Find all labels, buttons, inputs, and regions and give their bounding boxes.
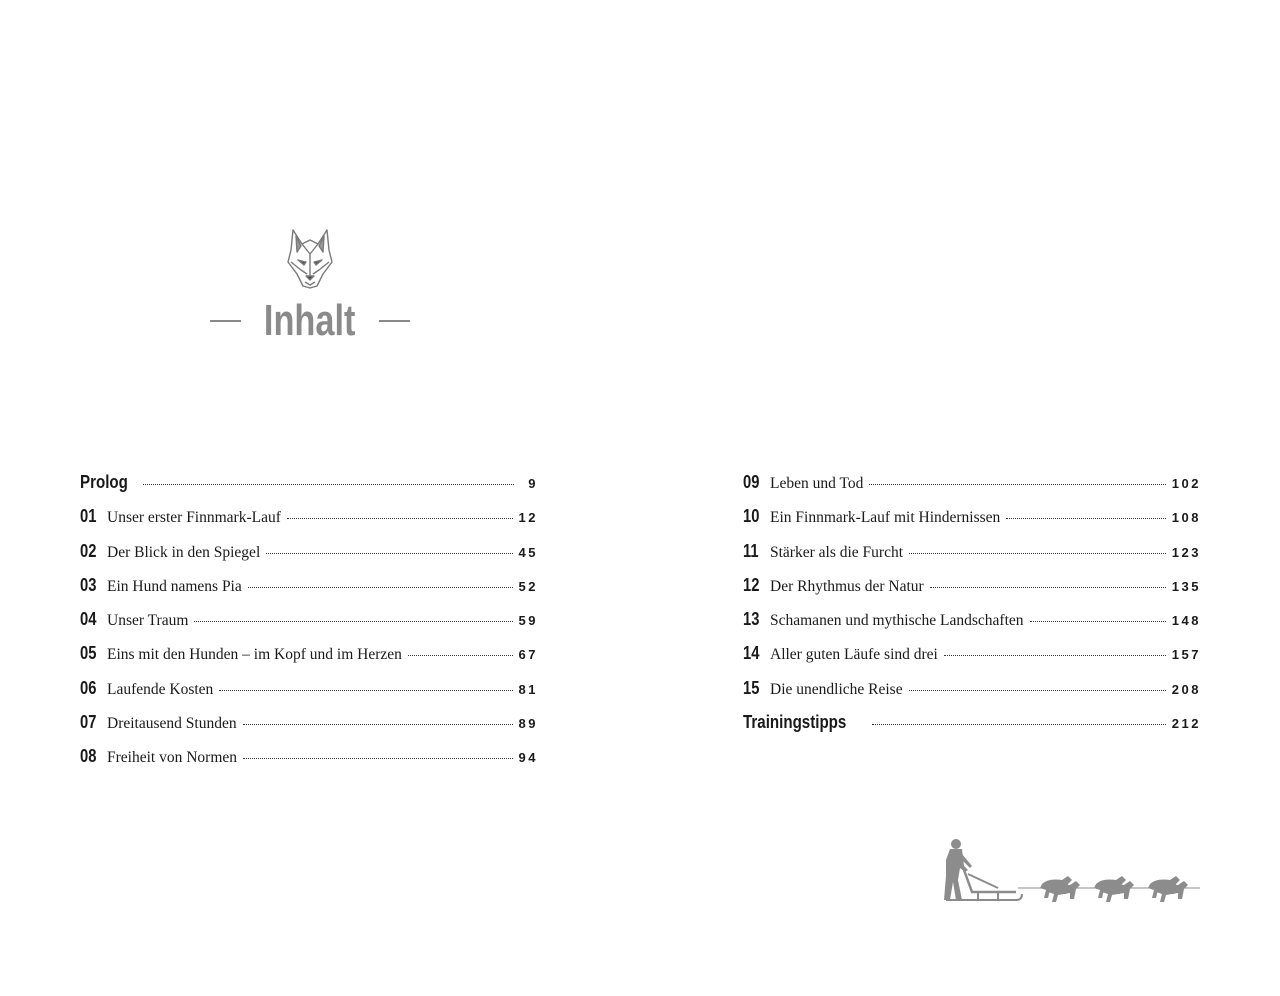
dog-sled-icon (938, 836, 1202, 906)
page-number: 52 (518, 578, 538, 594)
dot-leader (243, 758, 513, 759)
chapter-title: Freiheit von Normen (107, 749, 238, 767)
toc-column-right (743, 472, 1201, 746)
chapter-number: 10 (743, 506, 760, 527)
toc-entry (80, 541, 538, 575)
chapter-title: Ein Hund namens Pia (107, 577, 242, 595)
toc-column-left (80, 472, 538, 781)
chapter-title: Aller guten Läufe sind drei (770, 646, 938, 664)
toc-entry (743, 575, 1201, 609)
title-dash-right (379, 320, 410, 322)
chapter-title: Eins mit den Hunden – im Kopf und im Herzen (107, 646, 402, 664)
page-number: 212 (1171, 716, 1201, 732)
toc-entry (80, 575, 538, 609)
toc-entry (743, 541, 1201, 575)
dot-leader (287, 518, 513, 519)
page-number: 123 (1171, 544, 1201, 560)
dot-leader (243, 724, 513, 725)
toc-header (210, 228, 410, 346)
chapter-number: 03 (80, 574, 97, 595)
toc-entry (743, 678, 1201, 712)
chapter-title: Stärker als die Furcht (770, 543, 904, 561)
chapter-title: Die unendliche Reise (770, 680, 903, 698)
chapter-number: 08 (80, 746, 97, 767)
dot-leader (909, 553, 1166, 554)
dot-leader (248, 587, 513, 588)
page-number: 102 (1171, 476, 1201, 491)
page-number: 94 (518, 750, 538, 766)
chapter-number: 09 (743, 472, 760, 492)
chapter-number: 05 (80, 643, 97, 664)
chapter-number: 14 (743, 643, 760, 664)
page-number: 45 (518, 544, 538, 560)
dot-leader (143, 484, 514, 485)
dot-leader (944, 655, 1166, 656)
page-number: 67 (518, 647, 538, 663)
page-number: 12 (518, 510, 538, 526)
chapter-number: 06 (80, 677, 97, 698)
page-title: Inhalt (264, 296, 356, 345)
page-number: 108 (1171, 510, 1201, 526)
page-number: 208 (1171, 681, 1201, 697)
chapter-number: 07 (80, 712, 97, 733)
chapter-title: Dreitausend Stunden (107, 715, 237, 733)
section-title: Prolog (80, 472, 128, 492)
page-number: 59 (518, 613, 538, 629)
dot-leader (869, 484, 1165, 485)
toc-entry (743, 609, 1201, 643)
page-number: 157 (1171, 647, 1201, 663)
chapter-number: 01 (80, 506, 97, 527)
wolf-head-icon (287, 228, 333, 290)
chapter-title: Der Blick in den Spiegel (107, 543, 261, 561)
chapter-number: 11 (743, 540, 759, 561)
toc-entry (743, 472, 1201, 506)
chapter-number: 04 (80, 609, 97, 630)
chapter-number: 02 (80, 540, 97, 561)
title-row (210, 296, 410, 346)
chapter-title: Laufende Kosten (107, 680, 214, 698)
toc-entry (80, 746, 538, 780)
chapter-title: Leben und Tod (770, 475, 864, 492)
toc-entry (743, 506, 1201, 540)
toc-entry (80, 678, 538, 712)
chapter-title: Unser erster Finnmark-Lauf (107, 509, 281, 527)
toc-entry (80, 506, 538, 540)
dot-leader (872, 724, 1166, 725)
toc-entry (743, 643, 1201, 677)
page-number: 9 (528, 476, 538, 491)
dot-leader (408, 655, 513, 656)
page-number: 81 (518, 681, 538, 697)
dot-leader (266, 553, 512, 554)
chapter-title: Der Rhythmus der Natur (770, 577, 924, 595)
toc-entry (80, 609, 538, 643)
section-title: Trainingstipps (743, 712, 847, 733)
dot-leader (930, 587, 1166, 588)
chapter-title: Unser Traum (107, 612, 189, 630)
toc-entry (80, 472, 538, 506)
chapter-title: Schamanen und mythische Landschaften (770, 612, 1024, 630)
toc-entry (743, 712, 1201, 746)
chapter-title: Ein Finnmark-Lauf mit Hindernissen (770, 509, 1001, 527)
title-dash-left (210, 320, 241, 322)
chapter-number: 13 (743, 609, 760, 630)
dot-leader (1030, 621, 1166, 622)
page-number: 135 (1171, 578, 1201, 594)
dot-leader (219, 690, 512, 691)
chapter-number: 12 (743, 574, 760, 595)
dot-leader (909, 690, 1166, 691)
toc-entry (80, 643, 538, 677)
dot-leader (194, 621, 512, 622)
toc-entry (80, 712, 538, 746)
dot-leader (1006, 518, 1165, 519)
chapter-number: 15 (743, 677, 760, 698)
page-number: 148 (1171, 613, 1201, 629)
page-number: 89 (518, 716, 538, 732)
